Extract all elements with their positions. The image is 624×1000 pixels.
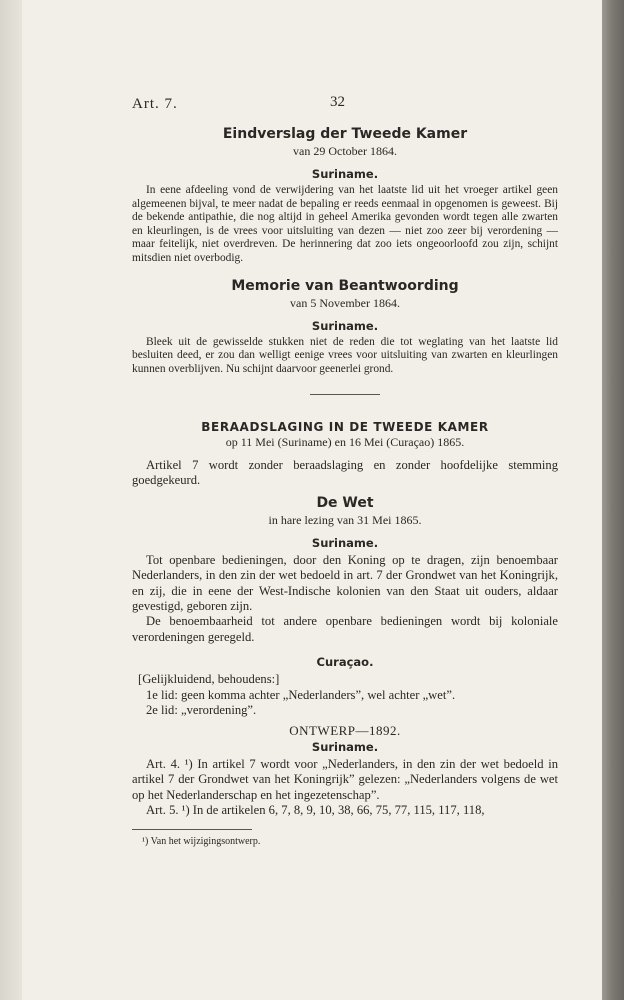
paragraph: Art. 4. ¹) In artikel 7 wordt voor „Nederlanders, in den zin der wet bedoeld in artikel 7 der Grondwet van het Koningrijk” gelezen: „Nederlanders volgens de wet op het Nederlanderschap en het ingezetenschap”.: [132, 757, 558, 802]
section-title-eindverslag: Eindverslag der Tweede Kamer: [222, 126, 468, 142]
page-left-edge: [0, 0, 22, 1000]
amendment-line: [Gelijkluidend, behoudens:]: [138, 672, 280, 687]
amendment-line: 2e lid: „verordening”.: [146, 703, 257, 717]
section-title-de-wet: De Wet: [316, 494, 374, 511]
place-heading: Suriname.: [311, 167, 379, 181]
book-gutter: [602, 0, 624, 1000]
paragraph: In eene afdeeling vond de verwijdering van het laatste lid uit het vroeger artikel geen algemeenen bijval, te meer nadat de bepaling er reeds eenmaal in opgenomen is geweest. Bij de bekende antipathie, die nog altijd in geheel Amerika gevonden wordt tegen alle zwarten en kleurlingen, is de vrees voor uitsluiting van dezen — niet zoo zeer bij verordening — maar feitelijk, niet overdreven. De herinnering dat zoo iets ongeoorloofd zou zijn, schijnt mitsdien niet overbodig.: [132, 184, 558, 264]
section-title-ontwerp: ONTWERP—1892.: [289, 723, 401, 739]
section-title-beraadslaging: BERAADSLAGING IN DE TWEEDE KAMER: [201, 420, 489, 435]
section-date: van 29 October 1864.: [293, 144, 397, 158]
paragraph: Artikel 7 wordt zonder beraadslaging en zonder hoofdelijke stemming goedgekeurd.: [132, 457, 558, 488]
section-title-memorie: Memorie van Beantwoording: [231, 277, 459, 294]
section-date: van 5 November 1864.: [290, 295, 400, 310]
paragraph: De benoembaarheid tot andere openbare bedieningen wordt bij koloniale verordeningen geregeld.: [132, 614, 558, 644]
section-date: in hare lezing van 31 Mei 1865.: [268, 512, 422, 527]
place-heading: Suriname.: [311, 318, 379, 333]
paragraph: Tot openbare bedieningen, door den Koning op te dragen, zijn benoembaar Nederlanders, in den zin der wet bedoeld in art. 7 der Grondwet van het Koningrijk, en zij, die in eene der West-Indische kolonien van den Staat uit ouders, aldaar gevestigd, geboren zijn.: [132, 552, 558, 613]
footnote-rule: [132, 829, 252, 830]
running-header: [132, 96, 558, 118]
article-label: Art. 7.: [132, 96, 178, 112]
amendment-line: 1e lid: geen komma achter „Nederlanders”, wel achter „wet”.: [146, 687, 456, 702]
page-content: [132, 96, 558, 848]
place-heading: Suriname.: [311, 535, 379, 550]
place-heading: Suriname.: [311, 740, 379, 754]
paragraph: Bleek uit de gewisselde stukken niet de reden die tot weglating van het laatste lid besluiten deed, er zou dan welligt eenige vrees voor uitsluiting van zwarten en kleurlingen kunnen overblijven. Nu schijnt daarvoor geenerlei grond.: [132, 335, 558, 375]
page-number: 32: [330, 94, 345, 110]
footnote: ¹) Van het wijzigingsontwerp.: [142, 835, 261, 847]
section-date: op 11 Mei (Suriname) en 16 Mei (Curaçao) 1865.: [225, 434, 465, 449]
place-heading: Curaçao.: [316, 655, 374, 670]
paragraph: Art. 5. ¹) In de artikelen 6, 7, 8, 9, 10, 38, 66, 75, 77, 115, 117, 118,: [146, 803, 485, 818]
section-divider: [310, 394, 380, 395]
